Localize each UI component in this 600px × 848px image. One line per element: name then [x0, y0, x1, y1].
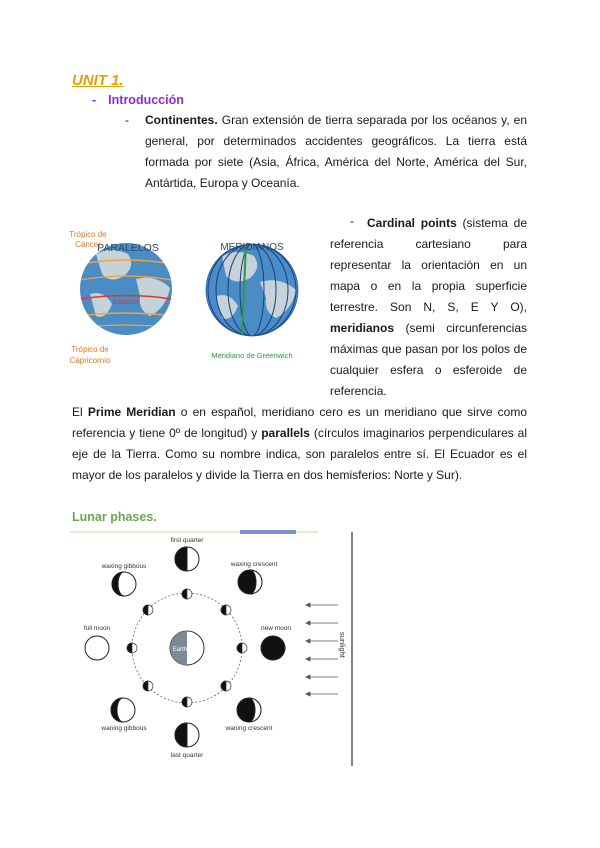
- tropic-cancer-label-2: Cáncer: [75, 240, 101, 249]
- cardinal-paragraph: [330, 213, 527, 402]
- waxing-crescent-moon: [238, 570, 262, 594]
- waning-gibbous-label: waning gibbous: [101, 725, 147, 732]
- intro-bullet: -: [92, 93, 97, 107]
- paralelos-title: PARALELOS: [97, 242, 159, 254]
- prime-text-1: El: [72, 405, 88, 419]
- continents-bullet: -: [125, 113, 129, 127]
- lunar-heading: Lunar phases.: [72, 510, 157, 524]
- paralelos-globe: [69, 230, 172, 365]
- equator-label: Ecuador: [112, 299, 140, 306]
- meridianos-title: MERIDIANOS: [220, 242, 284, 253]
- waxing-gibbous-label: waxing gibbous: [101, 563, 147, 570]
- meridianos-globe: [206, 242, 298, 360]
- waning-crescent-moon: [237, 698, 261, 722]
- prime-text-3: (círculos imaginarios perpendiculares al eje de la Tierra. Como su nombre indica, son paralelos entre sí. El Ecuador es el mayor de los paralelos y divide la Tierra en dos hemisferios: Norte y Sur).: [72, 426, 528, 482]
- new-moon: [261, 636, 285, 660]
- earth-label: Earth: [172, 647, 188, 653]
- waning-gibbous-moon: [111, 698, 135, 722]
- continents-paragraph: [145, 110, 527, 194]
- cardinal-term: Cardinal points: [367, 216, 457, 230]
- top-bar: [240, 530, 296, 534]
- prime-meridian-term: Prime Meridian: [87, 405, 176, 419]
- waxing-crescent-label: waxing crescent: [230, 561, 278, 568]
- first-quarter-moon: [175, 547, 199, 571]
- cardinal-text: (sistema de referencia cartesiano para representar la orientación en un mapa o en la propia superficie terrestre. Son N, S, E Y O),: [330, 216, 528, 314]
- last-quarter-moon: [175, 723, 199, 747]
- sunlight-arrows: [306, 603, 338, 696]
- first-quarter-label: first quarter: [170, 537, 204, 544]
- tropic-cancer-label: Trópico de: [69, 230, 107, 239]
- parallels-term: parallels: [261, 426, 310, 440]
- continents-term: Continentes.: [145, 113, 218, 127]
- waning-crescent-label: waning crescent: [225, 725, 273, 732]
- unit-title: UNIT 1.: [72, 72, 124, 89]
- full-moon-label: full moon: [83, 625, 111, 632]
- prime-meridian-paragraph: [72, 402, 527, 486]
- full-moon: [85, 636, 109, 660]
- meridianos-term: meridianos: [330, 321, 395, 335]
- continents-text: Gran extensión de tierra separada por los océanos y, en general, por determinados accidentes geográficos. La tierra está formada por siete (Asia, África, América del Norte, América del Sur, Antártida, Europa y Oceanía.: [145, 113, 527, 190]
- lunar-phases-diagram: [66, 528, 366, 766]
- sunlight-label: sunlight: [338, 632, 347, 658]
- prime-text-2: o en español, meridiano cero es un meridiano que sirve como referencia y tiene 0º de longitud) y: [72, 405, 527, 440]
- last-quarter-label: last quarter: [170, 752, 204, 759]
- tropic-capricorn-label: Trópico de: [71, 345, 109, 354]
- meridianos-text: (semi circunferencias máximas que pasan por los polos de cualquier esfera o esferoide de referencia.: [330, 321, 527, 398]
- new-moon-label: new moon: [261, 625, 291, 632]
- tropic-capricorn-label-2: Capricornio: [69, 356, 111, 365]
- globes-illustration: [66, 224, 320, 370]
- cardinal-bullet: -: [350, 214, 354, 228]
- intro-label: Introducción: [108, 93, 184, 107]
- intro-heading: [92, 93, 184, 107]
- earth: [170, 631, 204, 665]
- greenwich-label: Meridiano de Greenwich: [211, 351, 293, 360]
- waxing-gibbous-moon: [112, 572, 136, 596]
